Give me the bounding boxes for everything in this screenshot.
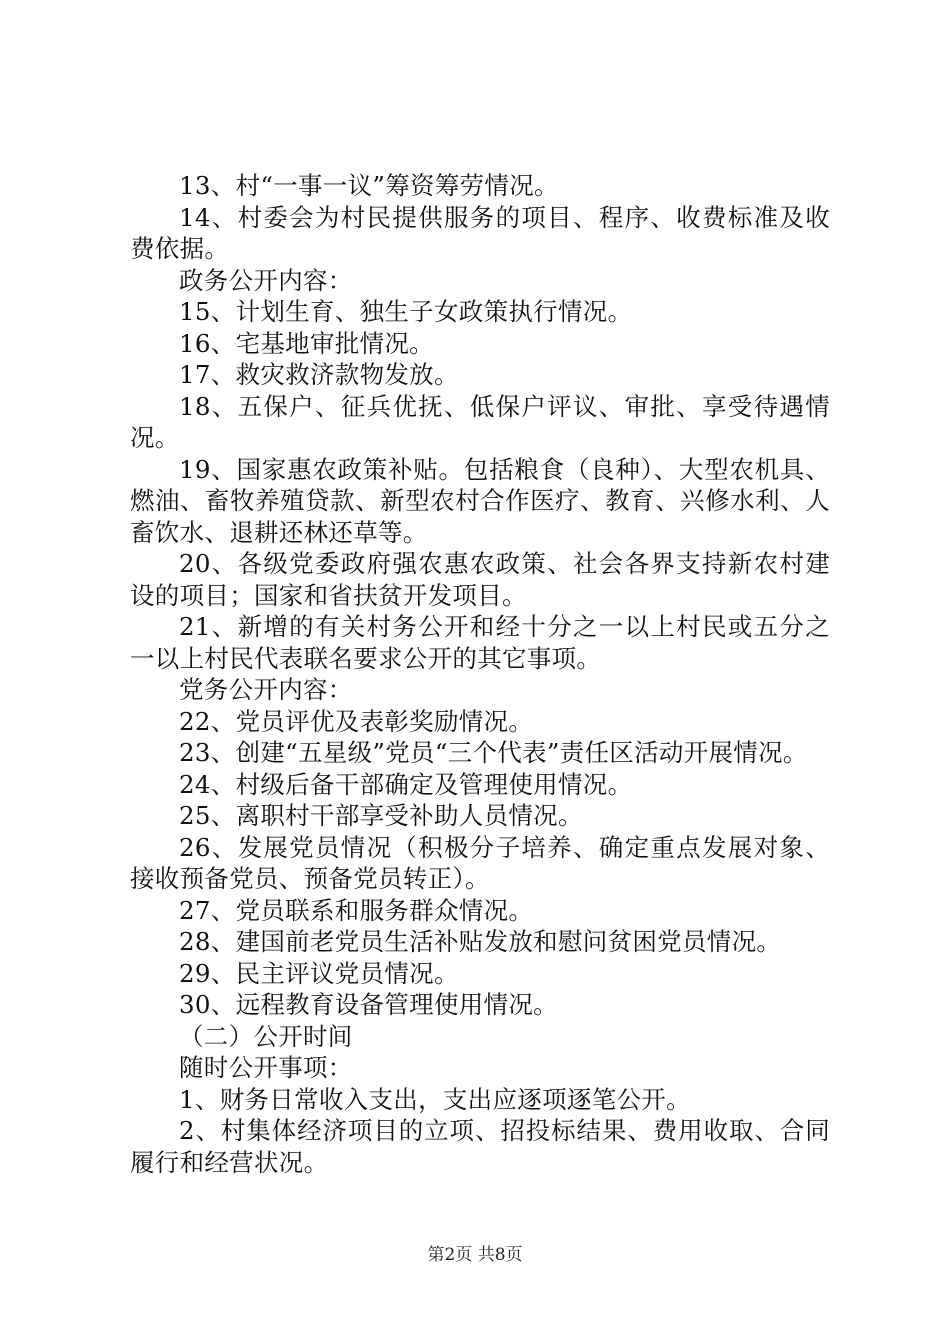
paragraph-14: 14、村委会为村民提供服务的项目、程序、收费标准及收费依据。 [130, 202, 830, 263]
paragraph-15: 15、计划生育、独生子女政策执行情况。 [179, 297, 633, 326]
paragraph-25: 25、离职村干部享受补助人员情况。 [179, 801, 583, 830]
paragraph-24: 24、村级后备干部确定及管理使用情况。 [179, 769, 633, 799]
paragraph-19: 19、国家惠农政策补贴。包括粮食（良种）、大型农机具、燃油、畜牧养殖贷款、新型农村合作医疗、教育、兴修水利、人畜饮水、退耕还林还草等。 [130, 454, 830, 547]
paragraph-30: 30、远程教育设备管理使用情况。 [179, 990, 558, 1019]
paragraph-29: 29、民主评议党员情况。 [179, 958, 459, 988]
paragraph-21: 21、新增的有关村务公开和经十分之一以上村民或五分之一以上村民代表联名要求公开的其它事项。 [130, 612, 830, 673]
paragraph-27: 27、党员联系和服务群众情况。 [179, 895, 534, 925]
heading-government-affairs: 政务公开内容： [179, 265, 353, 295]
paragraph-23: 23、创建“五星级”党员“三个代表”责任区活动开展情况。 [179, 738, 808, 767]
paragraph-18: 18、五保户、征兵优抚、低保户评议、审批、享受待遇情况。 [130, 391, 830, 452]
heading-party-affairs: 党务公开内容： [179, 675, 353, 704]
paragraph-16: 16、宅基地审批情况。 [179, 328, 434, 358]
paragraph-time-2: 2、村集体经济项目的立项、招投标结果、费用收取、合同履行和经营状况。 [130, 1116, 830, 1177]
paragraph-26: 26、发展党员情况（积极分子培养、确定重点发展对象、接收预备党员、预备党员转正）。 [130, 832, 830, 893]
paragraph-28: 28、建国前老党员生活补贴发放和慰问贫困党员情况。 [179, 927, 782, 956]
paragraph-13: 13、村“一事一议”筹资筹劳情况。 [179, 171, 559, 200]
section-heading-disclosure-time: （二）公开时间 [179, 1021, 353, 1051]
paragraph-time-1: 1、财务日常收入支出，支出应逐项逐笔公开。 [179, 1084, 691, 1114]
heading-anytime-items: 随时公开事项： [179, 1053, 353, 1082]
paragraph-20: 20、各级党委政府强农惠农政策、社会各界支持新农村建设的项目；国家和省扶贫开发项目。 [130, 549, 830, 610]
paragraph-17: 17、救灾救济款物发放。 [179, 360, 459, 389]
document-body [130, 170, 830, 1178]
paragraph-22: 22、党员评优及表彰奖励情况。 [179, 706, 534, 736]
page-number-footer: 第2页 共8页 [427, 1245, 523, 1265]
